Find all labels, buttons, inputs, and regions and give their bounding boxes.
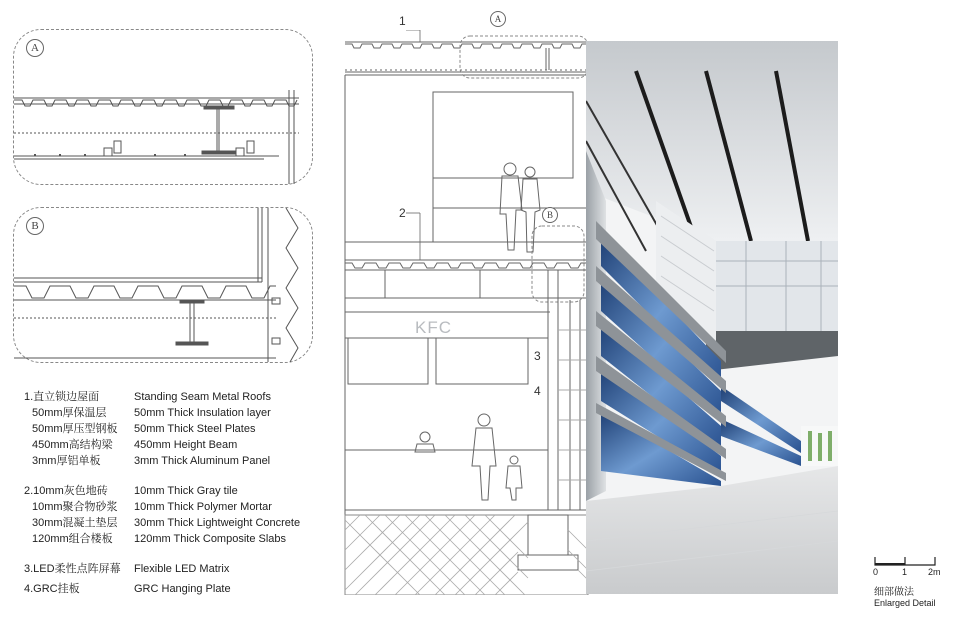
detail-b-tag: B [26, 217, 44, 235]
section-callout-b: B [542, 207, 558, 223]
detail-a-frame [13, 29, 313, 185]
scale-tick-2m: 2m [928, 567, 941, 577]
legend-cn-8: 30mm混凝土垫层 [32, 517, 118, 529]
legend-cn-2: 50mm厚保温层 [32, 407, 107, 419]
legend-en-6: 10mm Thick Gray tile [134, 485, 238, 497]
section-label-3: 3 [534, 349, 541, 363]
detail-b-frame [13, 207, 313, 363]
scale-tick-1: 1 [902, 567, 908, 577]
legend-en-5: 3mm Thick Aluminum Panel [134, 455, 271, 467]
legend-cn-5: 3mm厚铝单板 [32, 455, 101, 467]
legend-group-grc [24, 581, 324, 599]
section-label-1: 1 [399, 14, 406, 28]
detail-a-drawing [14, 30, 312, 184]
legend-en-4: 450mm Height Beam [134, 439, 238, 451]
legend-en-7: 10mm Thick Polymer Mortar [134, 501, 272, 513]
section-label-4: 4 [534, 384, 541, 398]
legend-cn-4: 450mm高结构梁 [32, 439, 113, 451]
kfc-sign: KFC [415, 318, 452, 337]
legend-en-8: 30mm Thick Lightweight Concrete [134, 517, 301, 529]
detail-a-tag: A [26, 39, 44, 57]
legend-cn-1: 1.直立锁边屋面 [24, 391, 100, 403]
legend-cn-9: 120mm组合楼板 [32, 533, 113, 545]
legend-cn-6: 2.10mm灰色地砖 [24, 485, 108, 497]
scale-bar [874, 555, 936, 567]
scale-title-cn: 细部做法 [874, 587, 914, 598]
legend-cn-10: 3.LED柔性点阵屏幕 [24, 563, 121, 575]
legend-group-floor [24, 483, 324, 549]
section-drawing [340, 30, 600, 595]
legend-en-10: Flexible LED Matrix [134, 563, 230, 575]
legend-en-2: 50mm Thick Insulation layer [134, 407, 271, 419]
legend-cn-3: 50mm厚压型钢板 [32, 423, 118, 435]
section-label-2: 2 [399, 206, 406, 220]
legend-en-1: Standing Seam Metal Roofs [134, 391, 271, 403]
interior-rendering [586, 41, 838, 594]
section-callout-a: A [490, 11, 506, 27]
legend-en-3: 50mm Thick Steel Plates [134, 423, 256, 435]
legend-en-11: GRC Hanging Plate [134, 583, 231, 595]
legend-en-9: 120mm Thick Composite Slabs [134, 533, 287, 545]
legend-group-roof [24, 389, 324, 471]
detail-b-drawing [14, 208, 312, 362]
legend-group-led [24, 561, 324, 579]
scale-tick-0: 0 [873, 567, 879, 577]
scale-title-en: Enlarged Detail [874, 598, 936, 608]
legend-cn-7: 10mm聚合物砂浆 [32, 501, 118, 513]
legend-cn-11: 4.GRC挂板 [24, 583, 80, 595]
